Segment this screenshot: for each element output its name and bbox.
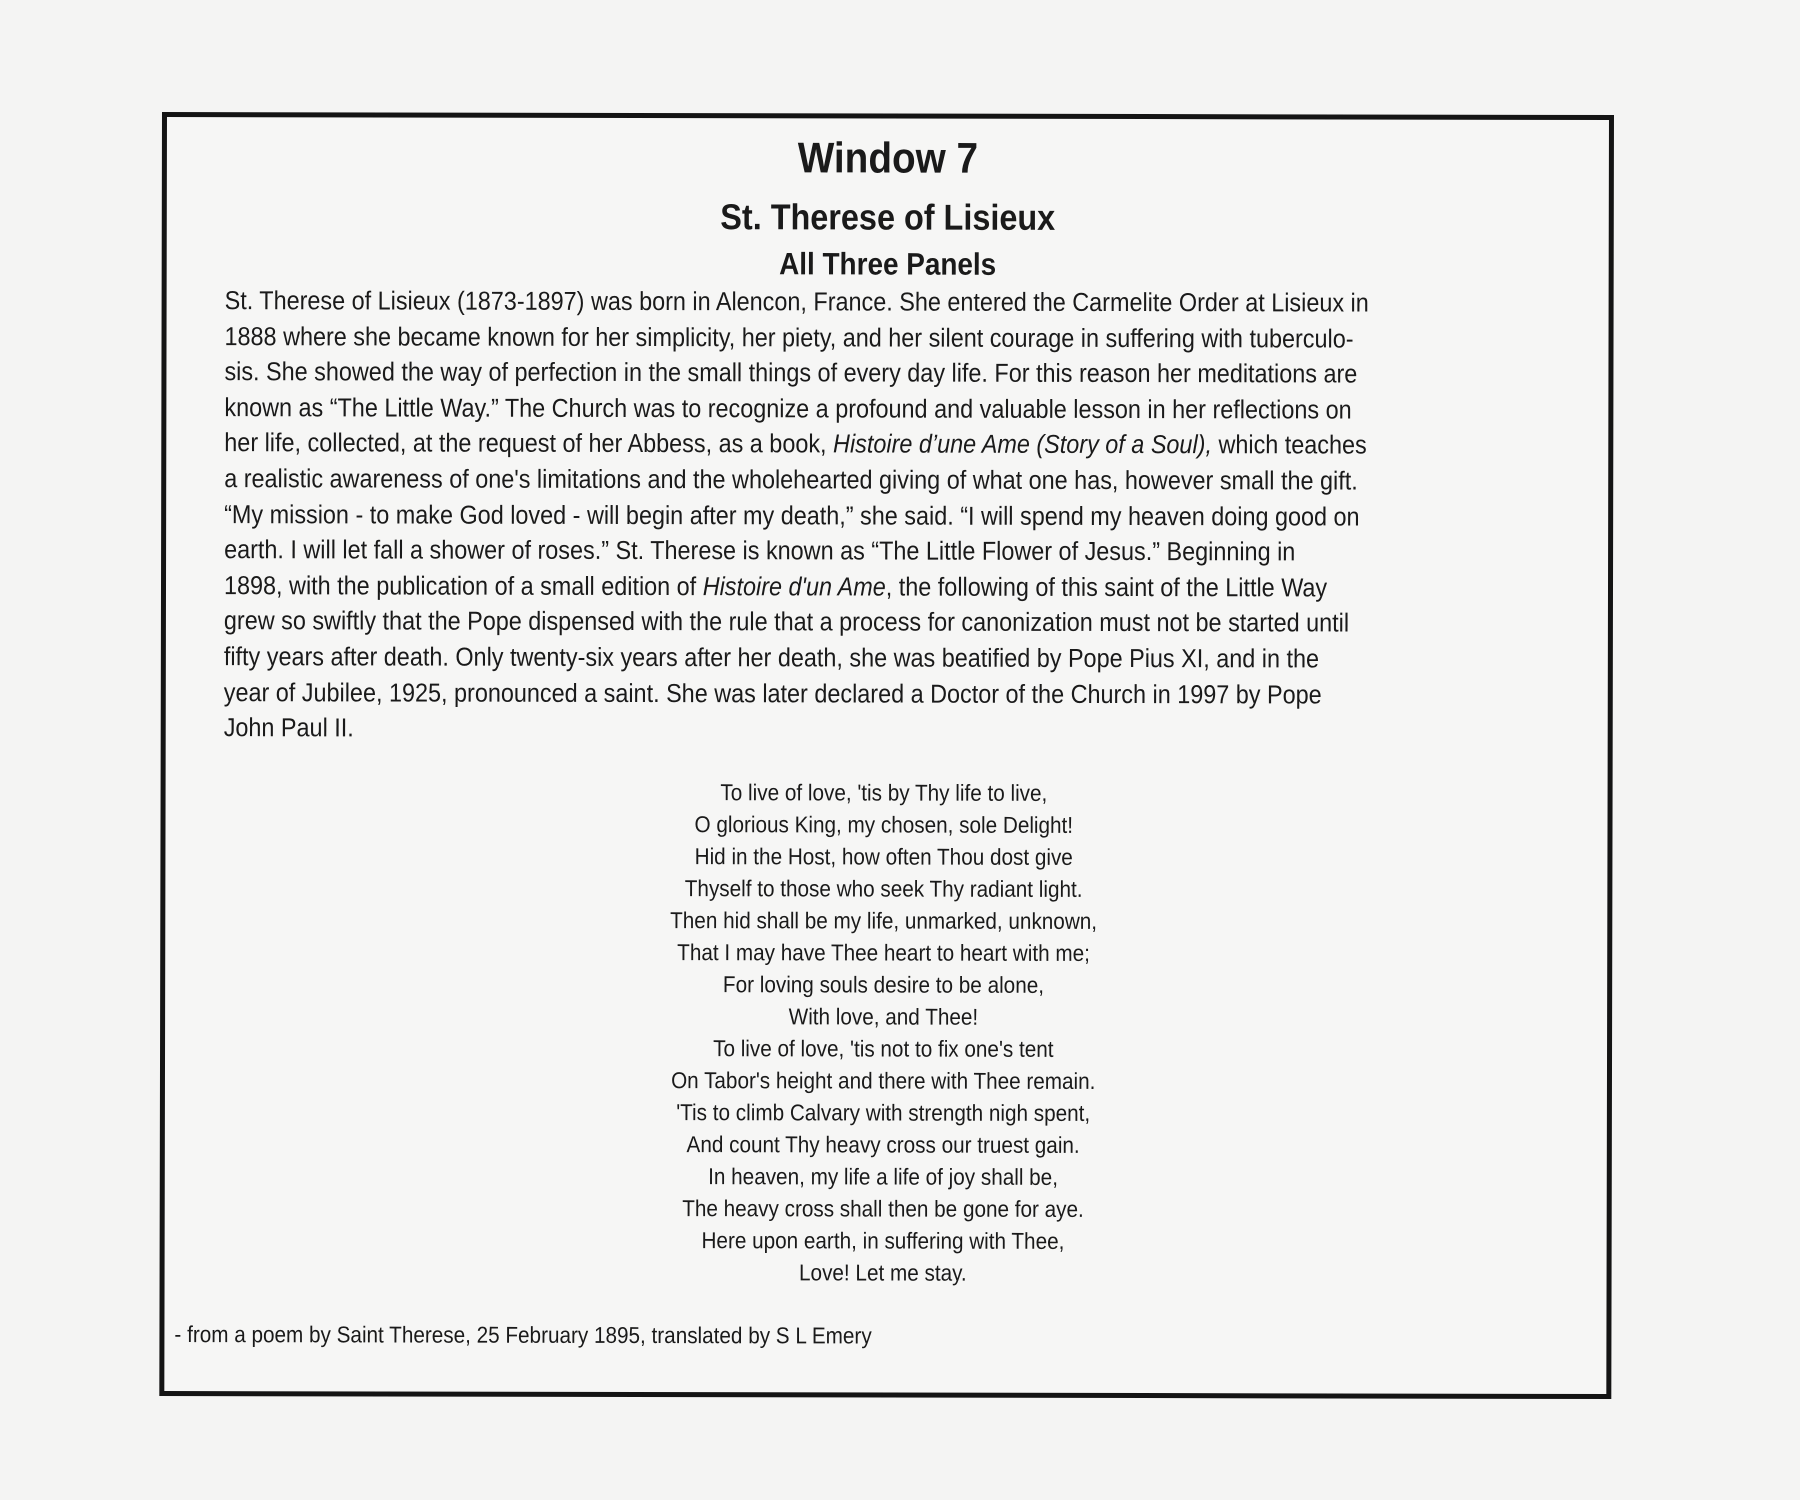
poem-line: For loving souls desire to be alone, [722, 971, 1045, 998]
poem-block [165, 775, 1608, 1290]
bio-line [224, 568, 1448, 606]
bio-text: John Paul II. [223, 712, 354, 743]
bio-line [224, 426, 1448, 464]
bio-text: sis. She showed the way of perfection in the small things of every day life. For this reason her meditations are [224, 356, 1358, 389]
bio-text: her life, collected, at the request of her Abbess, as a book, [224, 427, 834, 459]
page-title: Window 7 [797, 134, 979, 183]
poem-line: And count Thy heavy cross our truest gain. [686, 1131, 1080, 1158]
poem-line: In heaven, my life a life of joy shall be, [708, 1163, 1058, 1190]
poem-line: Thyself to those who seek Thy radiant light. [684, 875, 1083, 902]
poem-line: That I may have Thee heart to heart with me; [677, 939, 1090, 966]
bio-text: 1888 where she became known for her simplicity, her piety, and her silent courage in suffering with tuberculo- [224, 320, 1354, 354]
poem-line: To live of love, 'tis by Thy life to live, [720, 779, 1048, 806]
bio-text: , the following of this saint of the Little Way [885, 571, 1328, 603]
poem-line: On Tabor's height and there with Thee remain. [671, 1067, 1096, 1094]
bio-text: which teaches [1211, 429, 1367, 460]
poem-line: 'Tis to climb Calvary with strength nigh spent, [676, 1099, 1091, 1126]
bio-text: known as “The Little Way.” The Church was to recognize a profound and valuable lesson in her reflections on [224, 391, 1352, 425]
bio-line [224, 710, 1448, 748]
poem-line: With love, and Thee! [788, 1003, 979, 1030]
document-frame [159, 112, 1614, 1399]
poem-credit: - from a poem by Saint Therese, 25 February 1895, translated by S L Emery [174, 1321, 872, 1349]
bio-line [224, 319, 1448, 357]
poem-line: Hid in the Host, how often Thou dost give [694, 843, 1073, 870]
bio-text: earth. I will let fall a shower of roses.” St. Therese is known as “The Little Flower of Jesus.” Beginning in [224, 534, 1296, 567]
poem-line: To live of love, 'tis not to fix one's tent [713, 1035, 1054, 1062]
bio-line [224, 532, 1448, 570]
bio-text: fifty years after death. Only twenty-six years after her death, she was beatified by Pope Pius XI, and in the [223, 641, 1320, 674]
bio-text: a realistic awareness of one's limitations and the wholehearted giving of what one has, however small the gift. [224, 463, 1358, 496]
bio-text: year of Jubilee, 1925, pronounced a saint. She was later declared a Doctor of the Church in 1997 by Pope [223, 676, 1322, 709]
bio-line [224, 390, 1448, 428]
bio-line [224, 354, 1448, 392]
bio-line [224, 461, 1448, 499]
bio-line [225, 283, 1449, 321]
bio-text: 1898, with the publication of a small edition of [223, 569, 703, 601]
bio-text: grew so swiftly that the Pope dispensed with the rule that a process for canonization must not be started until [223, 605, 1350, 638]
bio-line [224, 497, 1448, 535]
book-title: Histoire d’une Ame (Story of a Soul), [833, 428, 1213, 460]
biography-paragraph [224, 283, 1585, 749]
bio-line [224, 603, 1448, 641]
poem-line: O glorious King, my chosen, sole Delight! [694, 811, 1074, 838]
bio-line [224, 639, 1448, 677]
page-subtitle: St. Therese of Lisieux [720, 196, 1056, 238]
poem-line: Here upon earth, in suffering with Thee, [701, 1227, 1065, 1254]
poem-line: Then hid shall be my life, unmarked, unknown, [670, 907, 1098, 934]
poem-line: The heavy cross shall then be gone for aye. [682, 1195, 1084, 1222]
poem-line: Love! Let me stay. [799, 1259, 967, 1286]
bio-text: St. Therese of Lisieux (1873-1897) was born in Alencon, France. She entered the Carmelite Order at Lisieux in [224, 285, 1369, 318]
book-title: Histoire d'un Ame [702, 570, 886, 602]
bio-line [224, 675, 1448, 713]
bio-text: “My mission - to make God loved - will begin after my death,” she said. “I will spend my heaven doing good on [224, 498, 1360, 532]
panels-heading: All Three Panels [779, 246, 997, 282]
